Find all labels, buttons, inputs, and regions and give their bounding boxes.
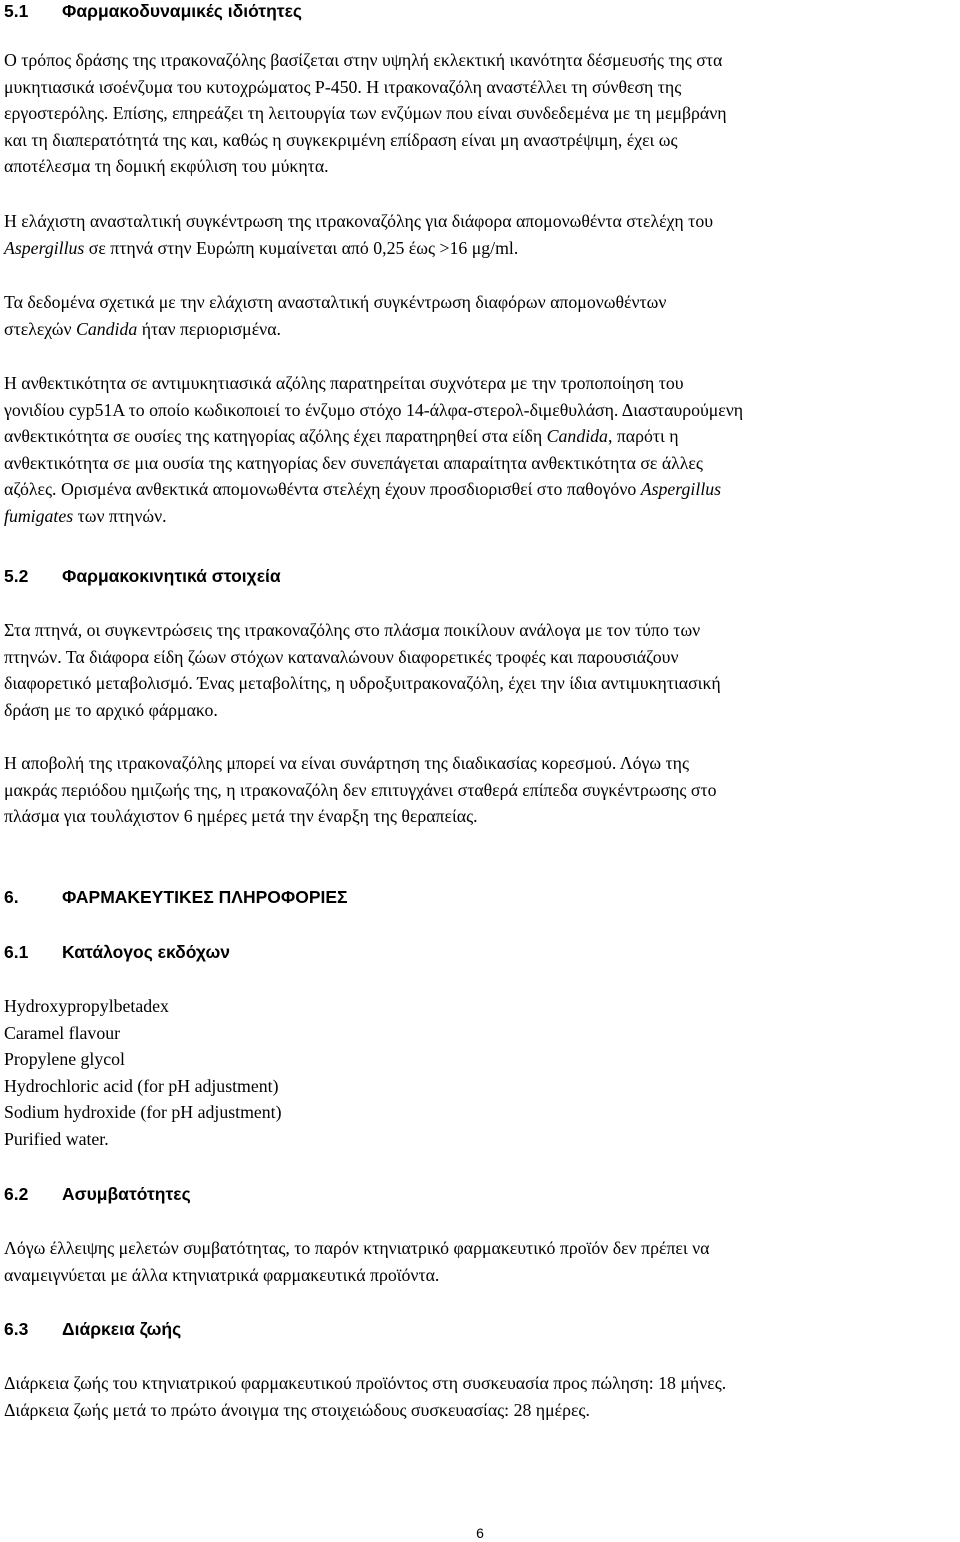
list-item: Purified water. <box>4 1128 109 1149</box>
section-heading-5-2 <box>4 563 281 590</box>
text-line <box>4 235 956 262</box>
section-number: 5.2 <box>4 566 29 586</box>
text-line: πτηνών. Τα διάφορα είδη ζώων στόχων καταναλώνουν διαφορετικές τροφές και παρουσιάζουν <box>4 646 679 667</box>
text-line <box>4 476 956 503</box>
excipients-list <box>4 993 956 1153</box>
text-fragment: , παρότι η <box>607 426 679 447</box>
text-line: Η αποβολή της ιτρακοναζόλης μπορεί να είναι συνάρτηση της διαδικασίας κορεσμού. Λόγω της <box>4 753 690 773</box>
section-number: 6. <box>4 887 19 907</box>
section-title: Φαρμακοκινητικά στοιχεία <box>62 566 281 586</box>
list-item: Hydrochloric acid (for pH adjustment) <box>4 1075 279 1096</box>
section-heading-6 <box>4 884 348 911</box>
paragraph-elimination <box>4 750 956 830</box>
section-title: Κατάλογος εκδόχων <box>62 942 231 962</box>
text-line: εργοστερόλης. Επίσης, επηρεάζει τη λειτουργία των ενζύμων που είναι συνδεδεμένα με τη μεμβράνη <box>4 103 727 124</box>
italic-term: Candida <box>546 426 608 447</box>
text-line: Στα πτηνά, οι συγκεντρώσεις της ιτρακοναζόλης στο πλάσμα ποικίλουν ανάλογα με τον τύπο των <box>4 620 701 640</box>
text-line: και τη διαπερατότητά της και, καθώς η συγκεκριμένη επίδραση είναι μη αναστρέψιμη, έχει ως <box>4 129 678 150</box>
section-title: Ασυμβατότητες <box>62 1184 191 1204</box>
text-line: ανθεκτικότητα σε μια ουσία της κατηγορίας δεν συνεπάγεται απαραίτητα ανθεκτικότητα σε άλλες <box>4 452 703 473</box>
section-heading-5-1 <box>4 0 302 25</box>
text-line <box>4 503 956 530</box>
paragraph-incompatibilities <box>4 1235 956 1288</box>
section-title: ΦΑΡΜΑΚΕΥΤΙΚΕΣ ΠΛΗΡΟΦΟΡΙΕΣ <box>62 887 348 907</box>
text-line: Λόγω έλλειψης μελετών συμβατότητας, το παρόν κτηνιατρικό φαρμακευτικό προϊόν δεν πρέπει να <box>4 1238 710 1258</box>
text-line: πλάσμα για τουλάχιστον 6 ημέρες μετά την έναρξη της θεραπείας. <box>4 806 478 827</box>
paragraph-pharmacokinetics <box>4 617 956 723</box>
text-fragment: σε πτηνά στην Ευρώπη κυμαίνεται από 0,25 έως >16 μg/ml. <box>84 237 519 258</box>
section-title: Διάρκεια ζωής <box>62 1319 182 1339</box>
section-heading-6-3 <box>4 1316 181 1343</box>
paragraph-shelf-life <box>4 1370 956 1423</box>
section-title: Φαρμακοδυναμικές ιδιότητες <box>62 1 303 21</box>
list-item: Sodium hydroxide (for pH adjustment) <box>4 1102 282 1123</box>
text-fragment: ήταν περιορισμένα. <box>137 318 281 339</box>
text-line: Η ελάχιστη ανασταλτική συγκέντρωση της ιτρακοναζόλης για διάφορα απομονωθέντα στελέχη του <box>4 211 714 231</box>
text-line: μακράς περιόδου ημιζωής της, η ιτρακοναζόλη δεν επιτυγχάνει σταθερά επίπεδα συγκέντρωσης στο <box>4 779 717 800</box>
text-fragment: αζόλες. Ορισμένα ανθεκτικά απομονωθέντα στελέχη έχουν προσδιορισθεί στο παθογόνο <box>4 479 641 500</box>
paragraph-mic-candida <box>4 289 956 342</box>
section-number: 6.2 <box>4 1184 29 1204</box>
text-line: Η ανθεκτικότητα σε αντιμυκητιασικά αζόλης παρατηρείται συχνότερα με την τροποποίηση του <box>4 373 684 393</box>
paragraph-mechanism <box>4 47 956 180</box>
text-line: διαφορετικό μεταβολισμό. Ένας μεταβολίτης, η υδροξυιτρακοναζόλη, έχει την ίδια αντιμυκητιασική <box>4 673 721 694</box>
section-number: 6.1 <box>4 942 29 962</box>
text-line: αναμειγνύεται με άλλα κτηνιατρικά φαρμακευτικά προϊόντα. <box>4 1264 440 1285</box>
text-fragment: στελεχών <box>4 318 76 339</box>
section-heading-6-2 <box>4 1181 191 1208</box>
text-line: Ο τρόπος δράσης της ιτρακοναζόλης βασίζεται στην υψηλή εκλεκτική ικανότητα δέσμευσής της στα <box>4 50 723 70</box>
text-line: αποτέλεσμα τη δομική εκφύλιση του μύκητα. <box>4 156 329 177</box>
italic-term: Candida <box>75 318 138 339</box>
italic-term: Aspergillus <box>640 479 722 500</box>
paragraph-resistance <box>4 370 956 530</box>
text-line: Διάρκεια ζωής του κτηνιατρικού φαρμακευτικού προϊόντος στη συσκευασία προς πώληση: 18 μήνες. <box>4 1373 727 1393</box>
text-line <box>4 316 956 343</box>
list-item: Propylene glycol <box>4 1049 125 1070</box>
text-line: μυκητιασικά ισοένζυμα του κυτοχρώματος P-450. Η ιτρακοναζόλη αναστέλλει τη σύνθεση της <box>4 76 682 97</box>
text-fragment: ανθεκτικότητα σε ουσίες της κατηγορίας αζόλης έχει παρατηρηθεί στα είδη <box>4 426 547 447</box>
text-line: Διάρκεια ζωής μετά το πρώτο άνοιγμα της στοιχειώδους συσκευασίας: 28 ημέρες. <box>4 1399 590 1420</box>
text-fragment: των πτηνών. <box>73 505 167 526</box>
text-line: Τα δεδομένα σχετικά με την ελάχιστη ανασταλτική συγκέντρωση διαφόρων απομονωθέντων <box>4 292 667 312</box>
section-heading-6-1 <box>4 939 230 966</box>
text-line <box>4 423 956 450</box>
page-number: 6 <box>476 1525 484 1541</box>
section-number: 6.3 <box>4 1319 29 1339</box>
text-line: δράση με το αρχικό φάρμακο. <box>4 699 218 720</box>
section-number: 5.1 <box>4 1 29 21</box>
paragraph-mic-aspergillus <box>4 208 956 261</box>
italic-term: Aspergillus <box>4 237 85 258</box>
list-item: Hydroxypropylbetadex <box>4 996 169 1016</box>
italic-term: fumigates <box>4 505 74 526</box>
text-line: γονιδίου cyp51A το οποίο κωδικοποιεί το ένζυμο στόχο 14-άλφα-στερολ-διμεθυλάση. Διασταυρούμενη <box>4 399 744 420</box>
list-item: Caramel flavour <box>4 1022 121 1043</box>
